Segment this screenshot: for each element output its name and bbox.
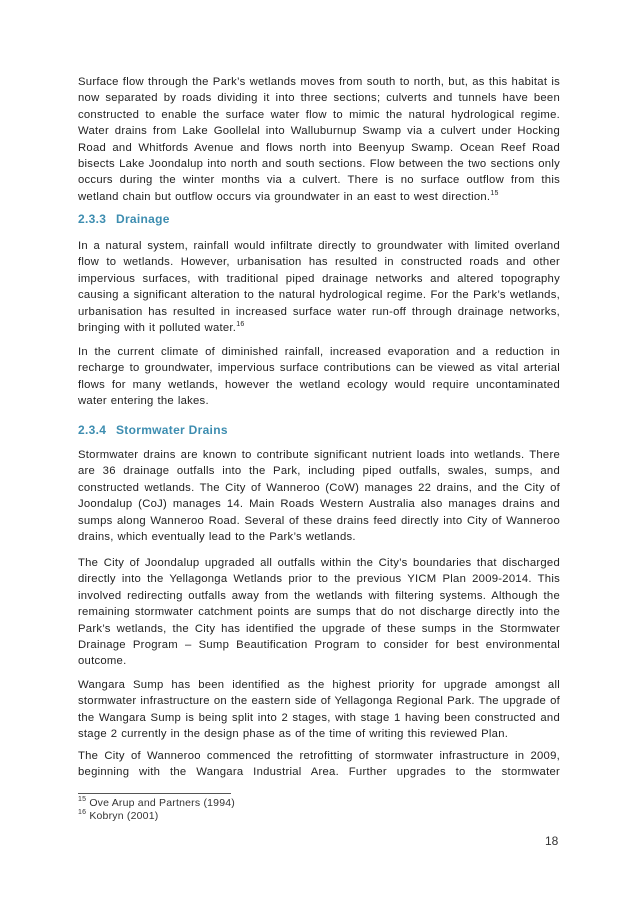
footnote-divider bbox=[78, 793, 231, 794]
page-number: 18 bbox=[545, 834, 559, 848]
footnote-15 bbox=[78, 797, 235, 809]
footnote-ref[interactable]: 16 bbox=[236, 321, 245, 329]
section-heading-stormwater-drains bbox=[78, 423, 228, 437]
section-heading-drainage bbox=[78, 212, 170, 226]
footnote-ref[interactable]: 15 bbox=[490, 189, 499, 197]
paragraph-city-of-joondalup: The City of Joondalup upgraded all outfalls within the City’s boundaries that discharged directly into the Yellagonga Wetlands prior to the previous YICM Plan 2009-2014. This involved redirecting outfalls away from the wetlands with filtering systems. Although the remaining stormwater catchment points are sumps that do not discharge directly into the Park’s wetlands, the City has identified the upgrade of these sumps in the Stormwater Drainage Program – Sump Beautification Program to consider for best environmental outcome. bbox=[78, 557, 560, 668]
heading-number: 2.3.4 bbox=[78, 423, 107, 437]
footnote-number: 15 bbox=[78, 796, 87, 803]
heading-text: Stormwater Drains bbox=[116, 423, 228, 437]
paragraph-current-climate: In the current climate of diminished rainfall, increased evaporation and a reduction in recharge to groundwater, impervious surface contributions can be viewed as vital arterial flows for many wetlands, however the wetland ecology would require uncontaminated water entering the lakes. bbox=[78, 346, 560, 408]
heading-number: 2.3.3 bbox=[78, 212, 107, 226]
footnote-number: 16 bbox=[78, 809, 87, 816]
paragraph-text: In a natural system, rainfall would infiltrate directly to groundwater with limited overland flow to wetlands. However, urbanisation has resulted in constructed roads and other impervious surfaces, with traditional piped drainage networks and altered topography causing a significant alteration to the natural hydrological regime. For the Park’s wetlands, urbanisation has resulted in increased surface water run-off through drainage networks, bringing with it polluted water. bbox=[78, 240, 560, 335]
heading-text: Drainage bbox=[116, 212, 170, 226]
paragraph-stormwater-drains: Stormwater drains are known to contribute significant nutrient loads into wetlands. There are 36 drainage outfalls into the Park, including piped outfalls, swales, sumps, and constructed wetlands. The City of Wanneroo (CoW) manages 22 drains, and the City of Joondalup (CoJ) manages 14. Main Roads Western Australia also manages drains and sumps along Wanneroo Road. Several of these drains feed directly into City of Wanneroo drains, which eventually lead to the Park’s wetlands. bbox=[78, 449, 560, 544]
paragraph-surface-flow bbox=[78, 74, 560, 205]
footnote-text: Ove Arup and Partners (1994) bbox=[89, 797, 235, 809]
footnote-16 bbox=[78, 810, 158, 822]
paragraph-city-of-wanneroo: The City of Wanneroo commenced the retrofitting of stormwater infrastructure in 2009, beginning with the Wangara Industrial Area. Further upgrades to the stormwater bbox=[78, 750, 560, 779]
paragraph-wangara-sump: Wangara Sump has been identified as the highest priority for upgrade amongst all stormwater infrastructure on the eastern side of Yellagonga Regional Park. The upgrade of the Wangara Sump is being split into 2 stages, with stage 1 having been constructed and stage 2 currently in the design phase as of the time of writing this reviewed Plan. bbox=[78, 679, 560, 741]
footnote-text: Kobryn (2001) bbox=[89, 810, 159, 822]
paragraph-text: Surface flow through the Park’s wetlands moves from south to north, but, as this habitat is now separated by roads dividing it into three sections; culverts and tunnels have been constructed to enable the surface water flow to mimic the natural hydrological regime. Water drains from Lake Goollelal into Walluburnup Swamp via a culvert under Hocking Road and Whitfords Avenue and flows north into Beenyup Swamp. Ocean Reef Road bisects Lake Joondalup into north and south sections. Flow between the two sections only occurs during the winter months via a culvert. There is no surface outflow from this wetland chain but outflow occurs via groundwater in an east to west direction. bbox=[78, 76, 560, 203]
paragraph-natural-system bbox=[78, 238, 560, 336]
